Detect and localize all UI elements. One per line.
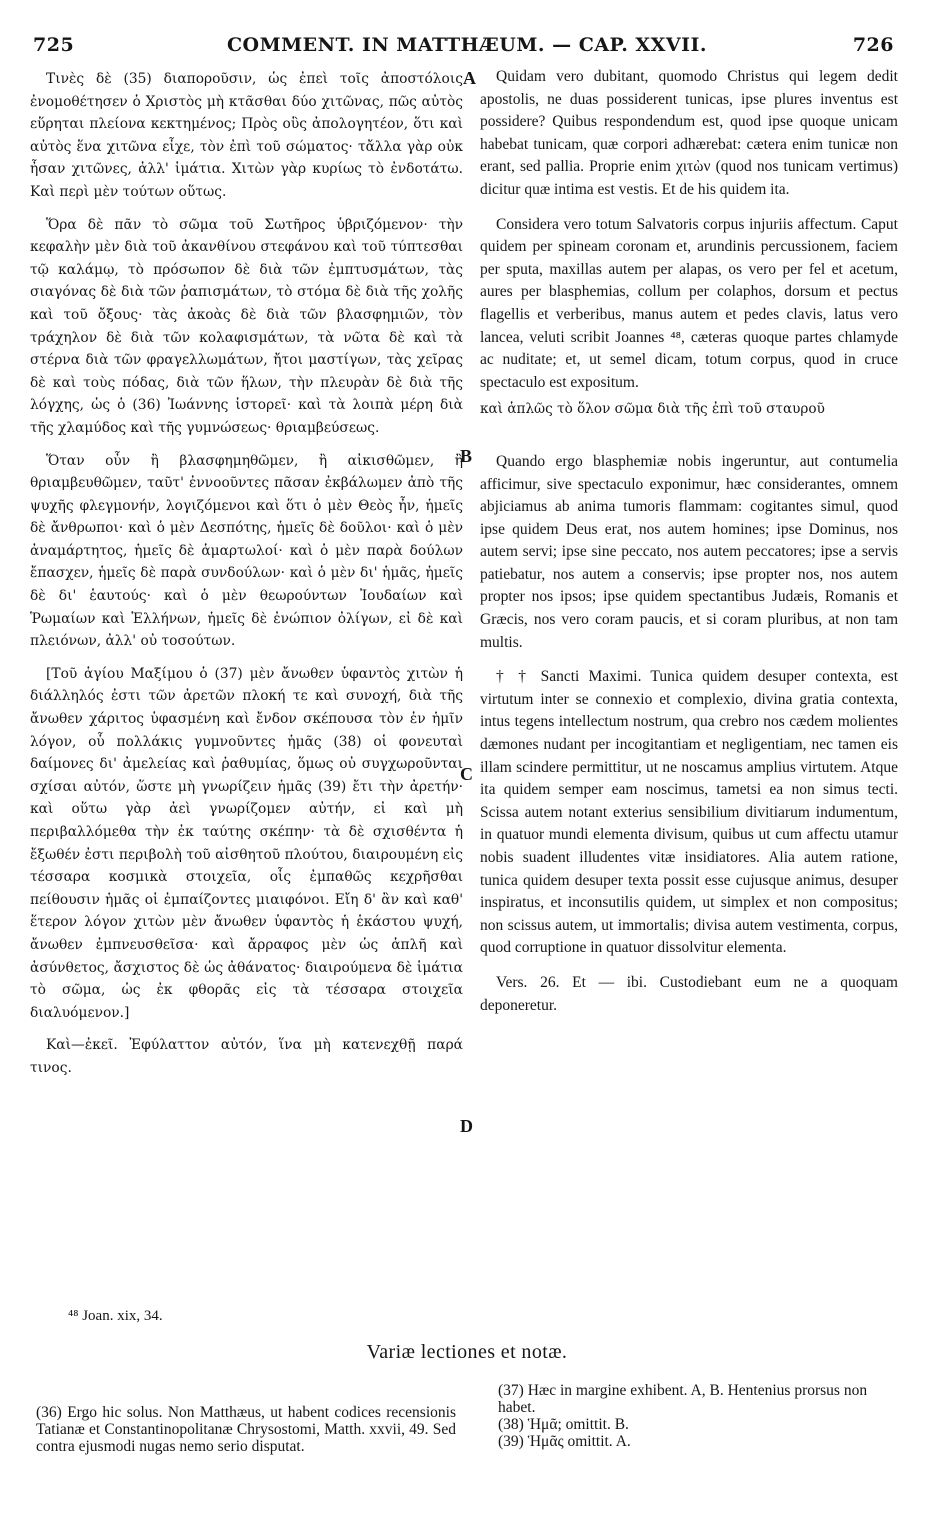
margin-marker-a: A (463, 68, 476, 88)
note-36: (36) Ergo hic solus. Non Matthæus, ut habent codices recensionis Tatianæ et Constantinopolitanæ Chrysostomi, Matth. xxvii, 49. Sed contra ejusmodi nugas nemo serio disputat. (36, 1404, 456, 1455)
latin-paragraph: Quando ergo blasphemiæ nobis ingeruntur, aut contumelia afficimur, sive spectaculo exponimur, hæc considerantes, omnem abjiciamus ab anima tumoris flammam: cogitantes simul, quod ipse quidem Deus erat, nos autem homines; ipse Dominus, nos autem servi; ipse sine peccato, nos autem peccatores; ipse a servis patiebatur, nos autem a conservis; ipse propter nos, nos autem propter nos ipsos; ipse quidem spectantibus Judæis, Romanis et Græcis, nos vero coram paucis, et si coram pluribus, at non tam multis. (480, 452, 898, 651)
margin-marker-d: D (460, 1116, 473, 1136)
page-number-right: 726 (852, 34, 894, 56)
footnote: ⁴⁸ Joan. xix, 34. (68, 1308, 163, 1324)
greek-paragraph: Τινὲς δὲ (35) διαποροῦσιν, ὡς ἐπεὶ τοῖς ἀποστόλοις ἐνομοθέτησεν ὁ Χριστὸς μὴ κτᾶσθαι δύο χιτῶνας, πῶς αὐτὸς εὕρηται πλείονα κεκτημένος; Πρὸς οὓς ἀπολογητέον, ὅτι καὶ αὐτὸς ἕνα χιτῶνα εἶχε, τὸν ἐπὶ τοῦ σώματος· τἄλλα γὰρ οὐκ ἦσαν χιτῶνες, ἀλλ' ἱμάτια. Χιτὼν γὰρ κυρίως τὸ ἐνδοτάτω. Καὶ περὶ μὲν τούτων οὕτως. (30, 71, 463, 200)
running-title: COMMENT. IN MATTHÆUM. — CAP. XXVII. (226, 34, 708, 56)
latin-paragraph: Quidam vero dubitant, quomodo Christus qui legem dedit apostolis, ne duas possiderent tunicas, ipse plures inventus est possidere? Quibus respondendum est, quod ipse quoque unicam habebat tunicam, quæ corpori adhærebat: cætera enim tunicæ non erant, sed pallia. Proprie enim χιτὼν (quod nos tunicam vertimus) dicitur quæ intima est vestis. Et de his quidem ita. (480, 68, 898, 198)
note-37: (37) Hæc in margine exhibent. A, B. Hentenius prorsus non habet. (498, 1382, 868, 1416)
greek-paragraph: [Τοῦ ἁγίου Μαξίμου ὁ (37) μὲν ἄνωθεν ὑφαντὸς χιτὼν ἡ διάλληλός ἐστι τῶν ἀρετῶν πλοκή τε καὶ συνοχή, διὰ τῆς ἄνωθεν χάριτος ὑφασμένη καὶ ἔνδον σκέπουσα τὸν ἐν ἡμῖν λόγον, οὗ πολλάκις γυμνοῦντες ἡμᾶς (38) οἱ φονευταὶ δαίμονες δι' ἀμελείας καὶ ῥαθυμίας, ὅμως οὐ συγχωροῦνται σχίσαι αὐτόν, ὥστε μὴ γνωρίζειν ἡμᾶς (39) ἔτι τὴν ἀρετήν· καὶ οὕτω γὰρ ἀεὶ γνωρίζομεν αὐτήν, εἰ καὶ μὴ περιβαλλόμεθα τὴν ἐκ ταύτης σκέπην· τὰ δὲ σχισθέντα ἡ ἔξωθέν ἐστι περιβολὴ τοῦ αἰσθητοῦ πλούτου, διαιρουμένη εἰς τέσσαρα κοσμικὰ στοιχεῖα, οἷς ἐμπαθῶς κεχρῆσθαι πείθουσιν ἡμᾶς οἱ ἐμπαίζοντες μιαιφόνοι. Εἴη δ' ἂν καὶ καθ' ἕτερον λόγον χιτὼν μὲν ἄνωθεν ὑφαντὸς ἡ ἑκάστου ψυχή, ἄνωθεν ἐμπνευσθεῖσα· καὶ ἄρραφος μὲν ὡς ἁπλῆ καὶ ἀσύνθετος, ἄσχιστος δὲ ὡς ἀθάνατος· διαιρούμενα δὲ ἱμάτια τὸ σῶμα, ὡς ἐκ φθορᾶς εἰς τὰ τέσσαρα στοιχεῖα διαλυόμενον.] (30, 665, 463, 1021)
latin-paragraph: Vers. 26. Et — ibi. Custodiebant eum ne a quoquam deponeretur. (480, 973, 898, 1014)
notes-left-column (36, 1404, 456, 1455)
note-38: (38) Ἡμᾶ; omittit. B. (498, 1416, 629, 1433)
greek-continuation-line: καὶ ἁπλῶς τὸ ὅλον σῶμα διὰ τῆς ἐπὶ τοῦ σταυροῦ (480, 401, 825, 418)
latin-paragraph: † † Sancti Maximi. Tunica quidem desuper contexta, est virtutum inter se connexio et complexio, divina gratia contexta, intus tegens intellectum nostrum, qua crebro nos cædem molientes dæmones nudant per incogitantiam et negligentiam, nec tamen eis illam scindere permittitur, ut ne noscamus amplius virtutem. Atque ita quidem semper eam noscimus, tametsi ea non simus tecti. Scissa autem notant exterius sensibilium divitiarum indumentum, in quatuor mundi elementa divisum, quibus ut cum affectu utamur nobis suadent illudentes vitæ insidiatores. Alia autem ratione, tunica quidem desuper texta possit esse cujusque animus, desuper inspiratus, et inconsutilis quidem, ut simplex et non compositus; non scissus autem, ut immortalis; divisa autem vestimenta, corpus, quod corruptione in quatuor dissolvitur elementa. (480, 668, 898, 957)
greek-paragraph: Ὅταν οὖν ἢ βλασφημηθῶμεν, ἢ αἰκισθῶμεν, ἢ θριαμβευθῶμεν, ταῦτ' ἐννοοῦντες πᾶσαν ἐκβάλωμεν ἀπὸ τῆς ψυχῆς φλεγμονήν, λογιζόμενοι καὶ ὅτι ὁ μὲν Θεὸς ἦν, ἡμεῖς δὲ ἄνθρωποι· καὶ ὁ μὲν Δεσπότης, ἡμεῖς δὲ δοῦλοι· καὶ ὁ μὲν ἀναμάρτητος, ἡμεῖς δὲ ἁμαρτωλοί· καὶ ὁ μὲν παρὰ δούλων ἔπασχεν, ἡμεῖς δὲ παρὰ συνδούλων· καὶ ὁ μὲν δι' ἡμᾶς, ἡμεῖς δὲ δι' ἑαυτούς· καὶ ὁ μὲν θεωρούντων Ἰουδαίων καὶ Ῥωμαίων καὶ Ἑλλήνων, ἡμεῖς δὲ ἐνώπιον ὀλίγων, εἰ δὲ καὶ πλειόνων, ἀλλ' οὐ τοσούτων. (30, 452, 463, 650)
latin-column (480, 66, 898, 1029)
greek-paragraph: Ὅρα δὲ πᾶν τὸ σῶμα τοῦ Σωτῆρος ὑβριζόμενον· τὴν κεφαλὴν μὲν διὰ τοῦ ἀκανθίνου στεφάνου καὶ τοῦ τύπτεσθαι τῷ καλάμῳ, τὸ πρόσωπον δὲ διὰ τῶν ἐμπτυσμάτων, τὰς σιαγόνας δὲ διὰ τῶν ῥαπισμάτων, τὸ στόμα δὲ διὰ τῆς χολῆς καὶ τοῦ ὄξους· τὰς ἀκοὰς δὲ διὰ τῶν βλασφημιῶν, τὸν τράχηλον δὲ διὰ τῶν κολαφισμάτων, τὰ νῶτα δὲ καὶ τὰ στέρνα διὰ τῶν φραγελλωμάτων, ἤτοι μαστίγων, τὰς χεῖρας δὲ καὶ τοὺς πόδας, διὰ τῶν ἥλων, τὴν πλευρὰν δὲ διὰ τῆς λόγχης, ὡς ὁ (36) Ἰωάννης ἱστορεῖ· καὶ τὰ λοιπὰ μέρη διὰ τῆς χλαμύδος καὶ τῆς γυμνώσεως· θριαμβεύσεως. (30, 216, 463, 436)
latin-paragraph: Considera vero totum Salvatoris corpus injuriis affectum. Caput quidem per spineam coronam et, arundinis percussionem, faciem per sputa, maxillas autem per alapas, os vero per fel et acetum, aures per blasphemias, collum per colaphos, dorsum et pectus flagellis et verberibus, manus autem et pedes clavis, latus vero lancea, veluti scribit Joannes ⁴⁸, cæteras quoque partes chlamyde ac nuditate; et, ut semel dicam, totum corpus, quod in cruce spectaculo est expositum. (480, 215, 898, 391)
margin-marker-b: B (460, 446, 473, 466)
notes-right-column (498, 1382, 898, 1450)
greek-paragraph: Καὶ—ἐκεῖ. Ἐφύλαττον αὐτόν, ἵνα μὴ κατενεχθῇ παρά τινος. (30, 1037, 463, 1076)
page-number-left: 725 (33, 34, 75, 56)
note-39: (39) Ἡμᾶς omittit. A. (498, 1433, 631, 1450)
greek-column (30, 68, 463, 1090)
notes-section-title: Variæ lectiones et notæ. (366, 1341, 568, 1363)
margin-marker-c: C (460, 764, 473, 784)
